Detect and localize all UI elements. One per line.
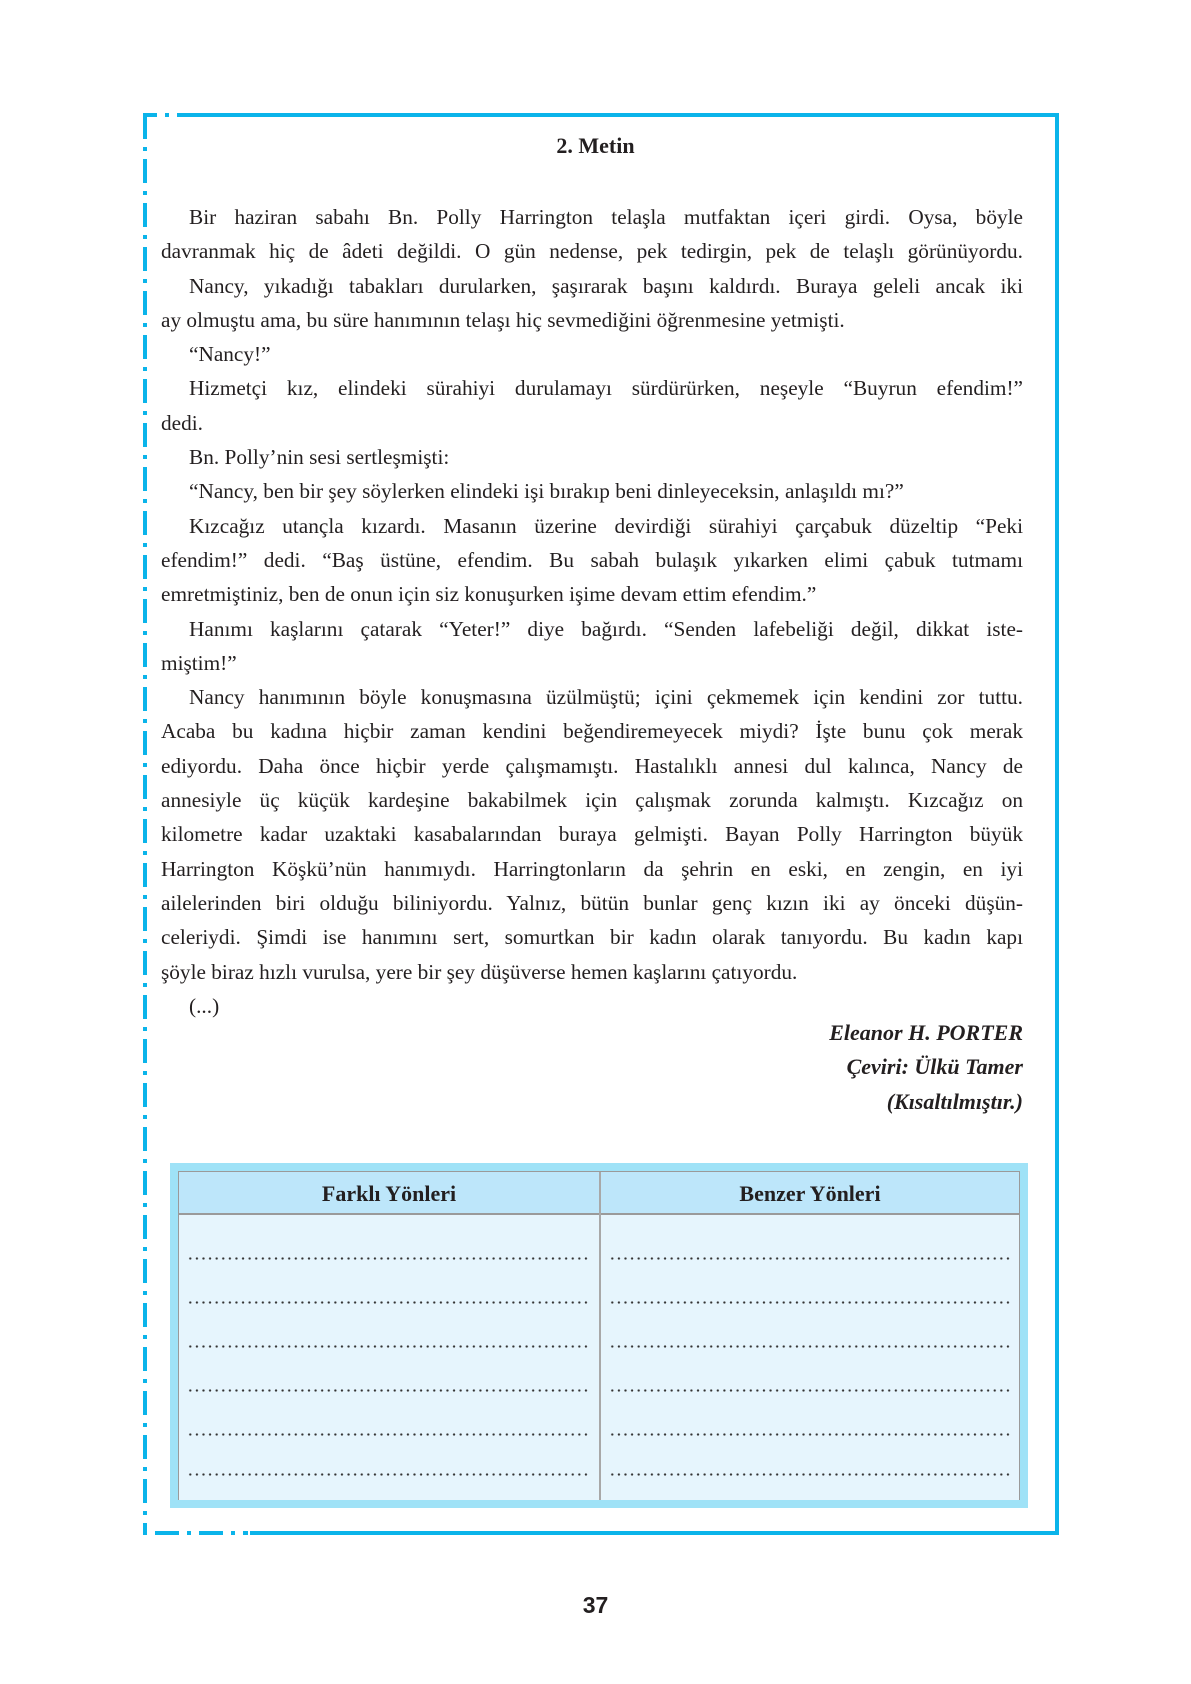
column-similarities [601,1172,1019,1500]
text-line: ay olmuştu ama, bu süre hanımının telaşı hiç sevmediğini öğrenmesine yetmişti. [161,307,845,332]
header-differences: Farklı Yönleri [179,1172,599,1215]
answer-line[interactable] [187,1301,591,1304]
answer-line[interactable] [187,1473,591,1476]
answer-line[interactable] [609,1301,1011,1304]
abridged-note: (Kısaltılmıştır.) [886,1088,1023,1114]
paragraph [161,680,1023,989]
text-line: kilometre kadar uzaktaki kasabalarından buraya gelmişti. Bayan Polly Harrington büyük [161,822,1023,847]
answer-line[interactable] [187,1389,591,1392]
paragraph [161,337,1023,371]
text-line: Kızcağız utançla kızardı. Masanın üzerine devirdiği sürahiyi çarçabuk düzeltip “Peki [189,513,1023,538]
header-similarities: Benzer Yönleri [601,1172,1019,1215]
column-differences [179,1172,601,1500]
paragraph [161,612,1023,681]
answer-line[interactable] [609,1389,1011,1392]
answer-line[interactable] [609,1257,1011,1260]
text-line: Nancy hanımının böyle konuşmasına üzülmüştü; içini çekmemek için kendini zor tuttu. [189,685,1023,710]
author-name: Eleanor H. PORTER [829,1020,1023,1045]
text-line: şöyle biraz hızlı vurulsa, yere bir şey düşüverse hemen kaşlarını çatıyordu. [161,959,798,984]
translator-name: Çeviri: Ülkü Tamer [846,1054,1023,1080]
paragraph [161,440,1023,474]
text-line: Harrington Köşkü’nün hanımıydı. Harringtonların da şehrin en eski, en zengin, en iyi [161,856,1023,881]
text-line: dedi. [161,410,203,435]
paragraph [161,474,1023,508]
text-line: Nancy, yıkadığı tabakları durularken, şaşırarak başını kaldırdı. Buraya geleli ancak iki [189,273,1023,298]
comparison-table [170,1163,1028,1508]
text-line: “Nancy!” [189,342,271,367]
text-line: efendim!” dedi. “Baş üstüne, efendim. Bu sabah bulaşık yıkarken elimi çabuk tutmamı [161,547,1023,572]
paragraph [161,269,1023,338]
answer-line[interactable] [609,1433,1011,1436]
text-line: Bn. Polly’nin sesi sertleşmişti: [189,445,450,470]
answer-line[interactable] [187,1433,591,1436]
section-title: 2. Metin [556,133,635,158]
answer-line[interactable] [609,1345,1011,1348]
attribution [829,1016,1023,1119]
paragraph [161,200,1023,269]
answer-line[interactable] [187,1345,591,1348]
paragraph [161,509,1023,612]
text-line: Acaba bu kadına hiçbir zaman kendini beğendiremeyecek miydi? İşte bunu çok merak [161,719,1023,744]
text-line: Hanımı kaşlarını çatarak “Yeter!” diye bağırdı. “Senden lafebeliği değil, dikkat iste- [189,616,1023,641]
text-line: Bir haziran sabahı Bn. Polly Harrington telaşla mutfaktan içeri girdi. Oysa, böyle [189,205,1023,229]
story-text [161,200,1023,1023]
answer-line[interactable] [609,1473,1011,1476]
text-line: annesiyle üç küçük kardeşine bakabilmek için çalışmak zorunda kalmıştı. Kızcağız on [161,788,1023,813]
text-line: emretmiştiniz, ben de onun için siz konuşurken işime devam ettim efendim.” [161,582,817,607]
text-line: (...) [189,993,220,1018]
text-line: Hizmetçi kız, elindeki sürahiyi durulamayı sürdürürken, neşeyle “Buyrun efendim!” [189,376,1023,401]
answer-line[interactable] [187,1257,591,1260]
text-line: “Nancy, ben bir şey söylerken elindeki işi bırakıp beni dinleyeceksin, anlaşıldı mı?” [189,479,904,504]
text-line: ailelerinden biri olduğu biliniyordu. Yalnız, bütün bunlar genç kızın iki ay önceki düşün- [161,890,1023,915]
text-line: celeriydi. Şimdi ise hanımını sert, somurtkan bir kadın olarak tanıyordu. Bu kadın kapı [161,925,1023,950]
text-line: miştim!” [161,650,237,675]
page-number: 37 [582,1592,609,1618]
text-line: davranmak hiç de âdeti değildi. O gün nedense, pek tedirgin, pek de telaşlı görünüyordu. [161,239,1023,264]
paragraph [161,371,1023,440]
text-line: ediyordu. Daha önce hiçbir yerde çalışmamıştı. Hastalıklı annesi dul kalınca, Nancy de [161,753,1023,778]
